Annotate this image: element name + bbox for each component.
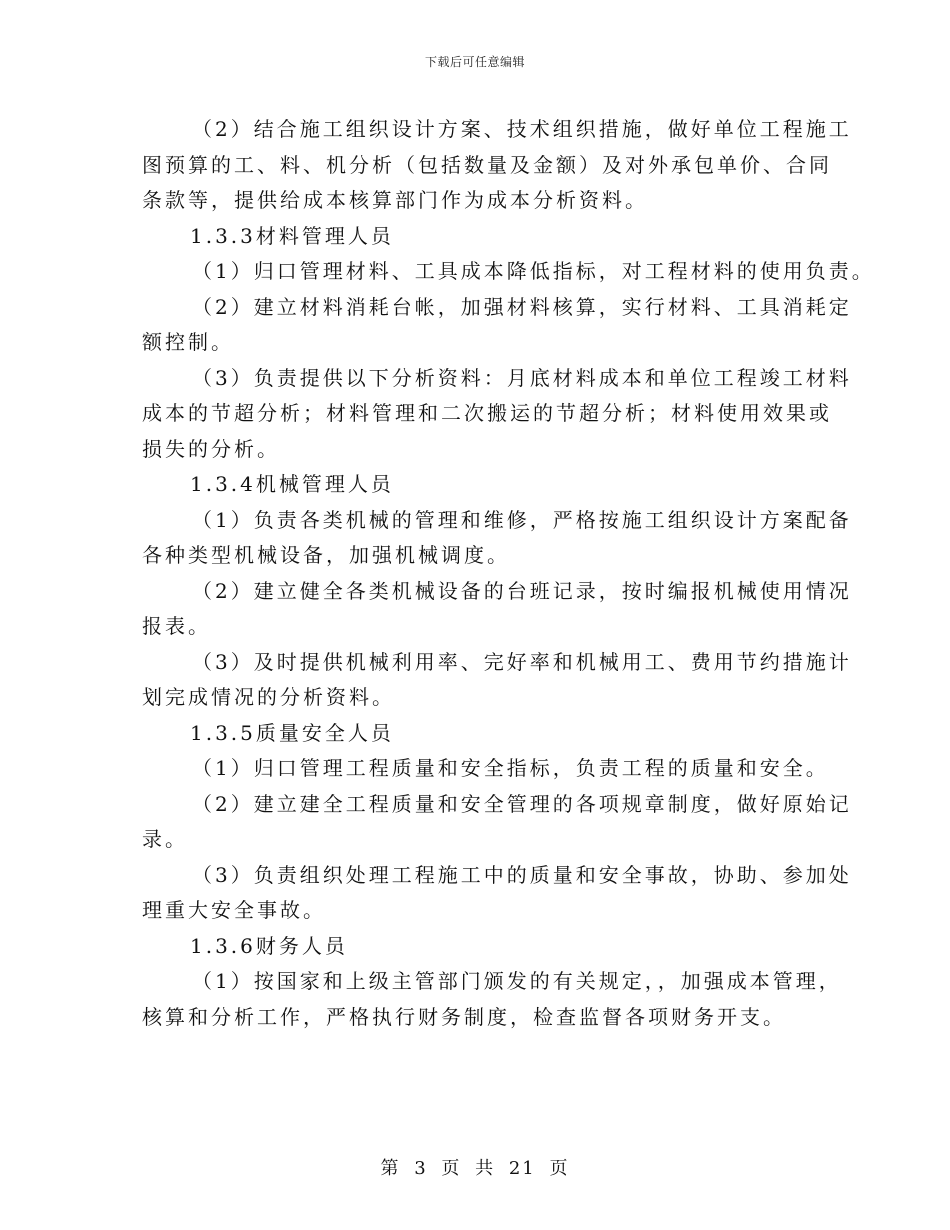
paragraph-line: （1）按国家和上级主管部门颁发的有关规定，，加强成本管理， <box>192 969 842 993</box>
paragraph-line: （3）及时提供机械利用率、完好率和机械用工、费用节约措施计 <box>192 649 852 674</box>
page-number-footer: 第 3 页 共 21 页 <box>380 1158 570 1179</box>
paragraph-line: 额控制。 <box>142 330 234 354</box>
paragraph-line: （1）归口管理材料、工具成本降低指标，对工程材料的使用负责。 <box>192 259 875 283</box>
paragraph-line: 各种类型机械设备，加强机械调度。 <box>142 543 510 567</box>
paragraph-line: 报表。 <box>142 614 211 638</box>
page-header-note: 下载后可任意编辑 <box>424 55 525 69</box>
paragraph-line: （2）建立材料消耗台帐，加强材料核算，实行材料、工具消耗定 <box>192 294 852 319</box>
paragraph-line: （1）负责各类机械的管理和维修，严格按施工组织设计方案配备 <box>192 507 852 532</box>
paragraph-line: （3）负责组织处理工程施工中的质量和安全事故，协助、参加处 <box>192 862 852 887</box>
paragraph-line: 成本的节超分析；材料管理和二次搬运的节超分析；材料使用效果或 <box>142 401 832 425</box>
section-heading: 1.3.4机械管理人员 <box>190 472 394 496</box>
paragraph-line: 损失的分析。 <box>142 436 280 461</box>
paragraph-line: （2）建立健全各类机械设备的台班记录，按时编报机械使用情况 <box>192 578 852 603</box>
paragraph-line: （1）归口管理工程质量和安全指标，负责工程的质量和安全。 <box>192 756 829 780</box>
section-heading: 1.3.5质量安全人员 <box>190 720 394 745</box>
paragraph-line: 录。 <box>142 827 188 851</box>
document-body <box>142 112 875 1035</box>
paragraph-line: 条款等，提供给成本核算部门作为成本分析资料。 <box>142 188 648 212</box>
paragraph-line: （2）建立建全工程质量和安全管理的各项规章制度，做好原始记 <box>192 791 852 816</box>
paragraph-line: （2）结合施工组织设计方案、技术组织措施，做好单位工程施工 <box>192 117 852 141</box>
section-heading: 1.3.6财务人员 <box>190 933 348 958</box>
paragraph-line: 理重大安全事故。 <box>142 898 326 922</box>
paragraph-line: 核算和分析工作，严格执行财务制度，检查监督各项财务开支。 <box>142 1004 786 1029</box>
paragraph-line: （3）负责提供以下分析资料：月底材料成本和单位工程竣工材料 <box>192 365 852 390</box>
paragraph-line: 图预算的工、料、机分析（包括数量及金额）及对外承包单价、合同 <box>142 152 832 177</box>
paragraph-line: 划完成情况的分析资料。 <box>142 685 395 709</box>
section-heading: 1.3.3材料管理人员 <box>190 223 394 248</box>
